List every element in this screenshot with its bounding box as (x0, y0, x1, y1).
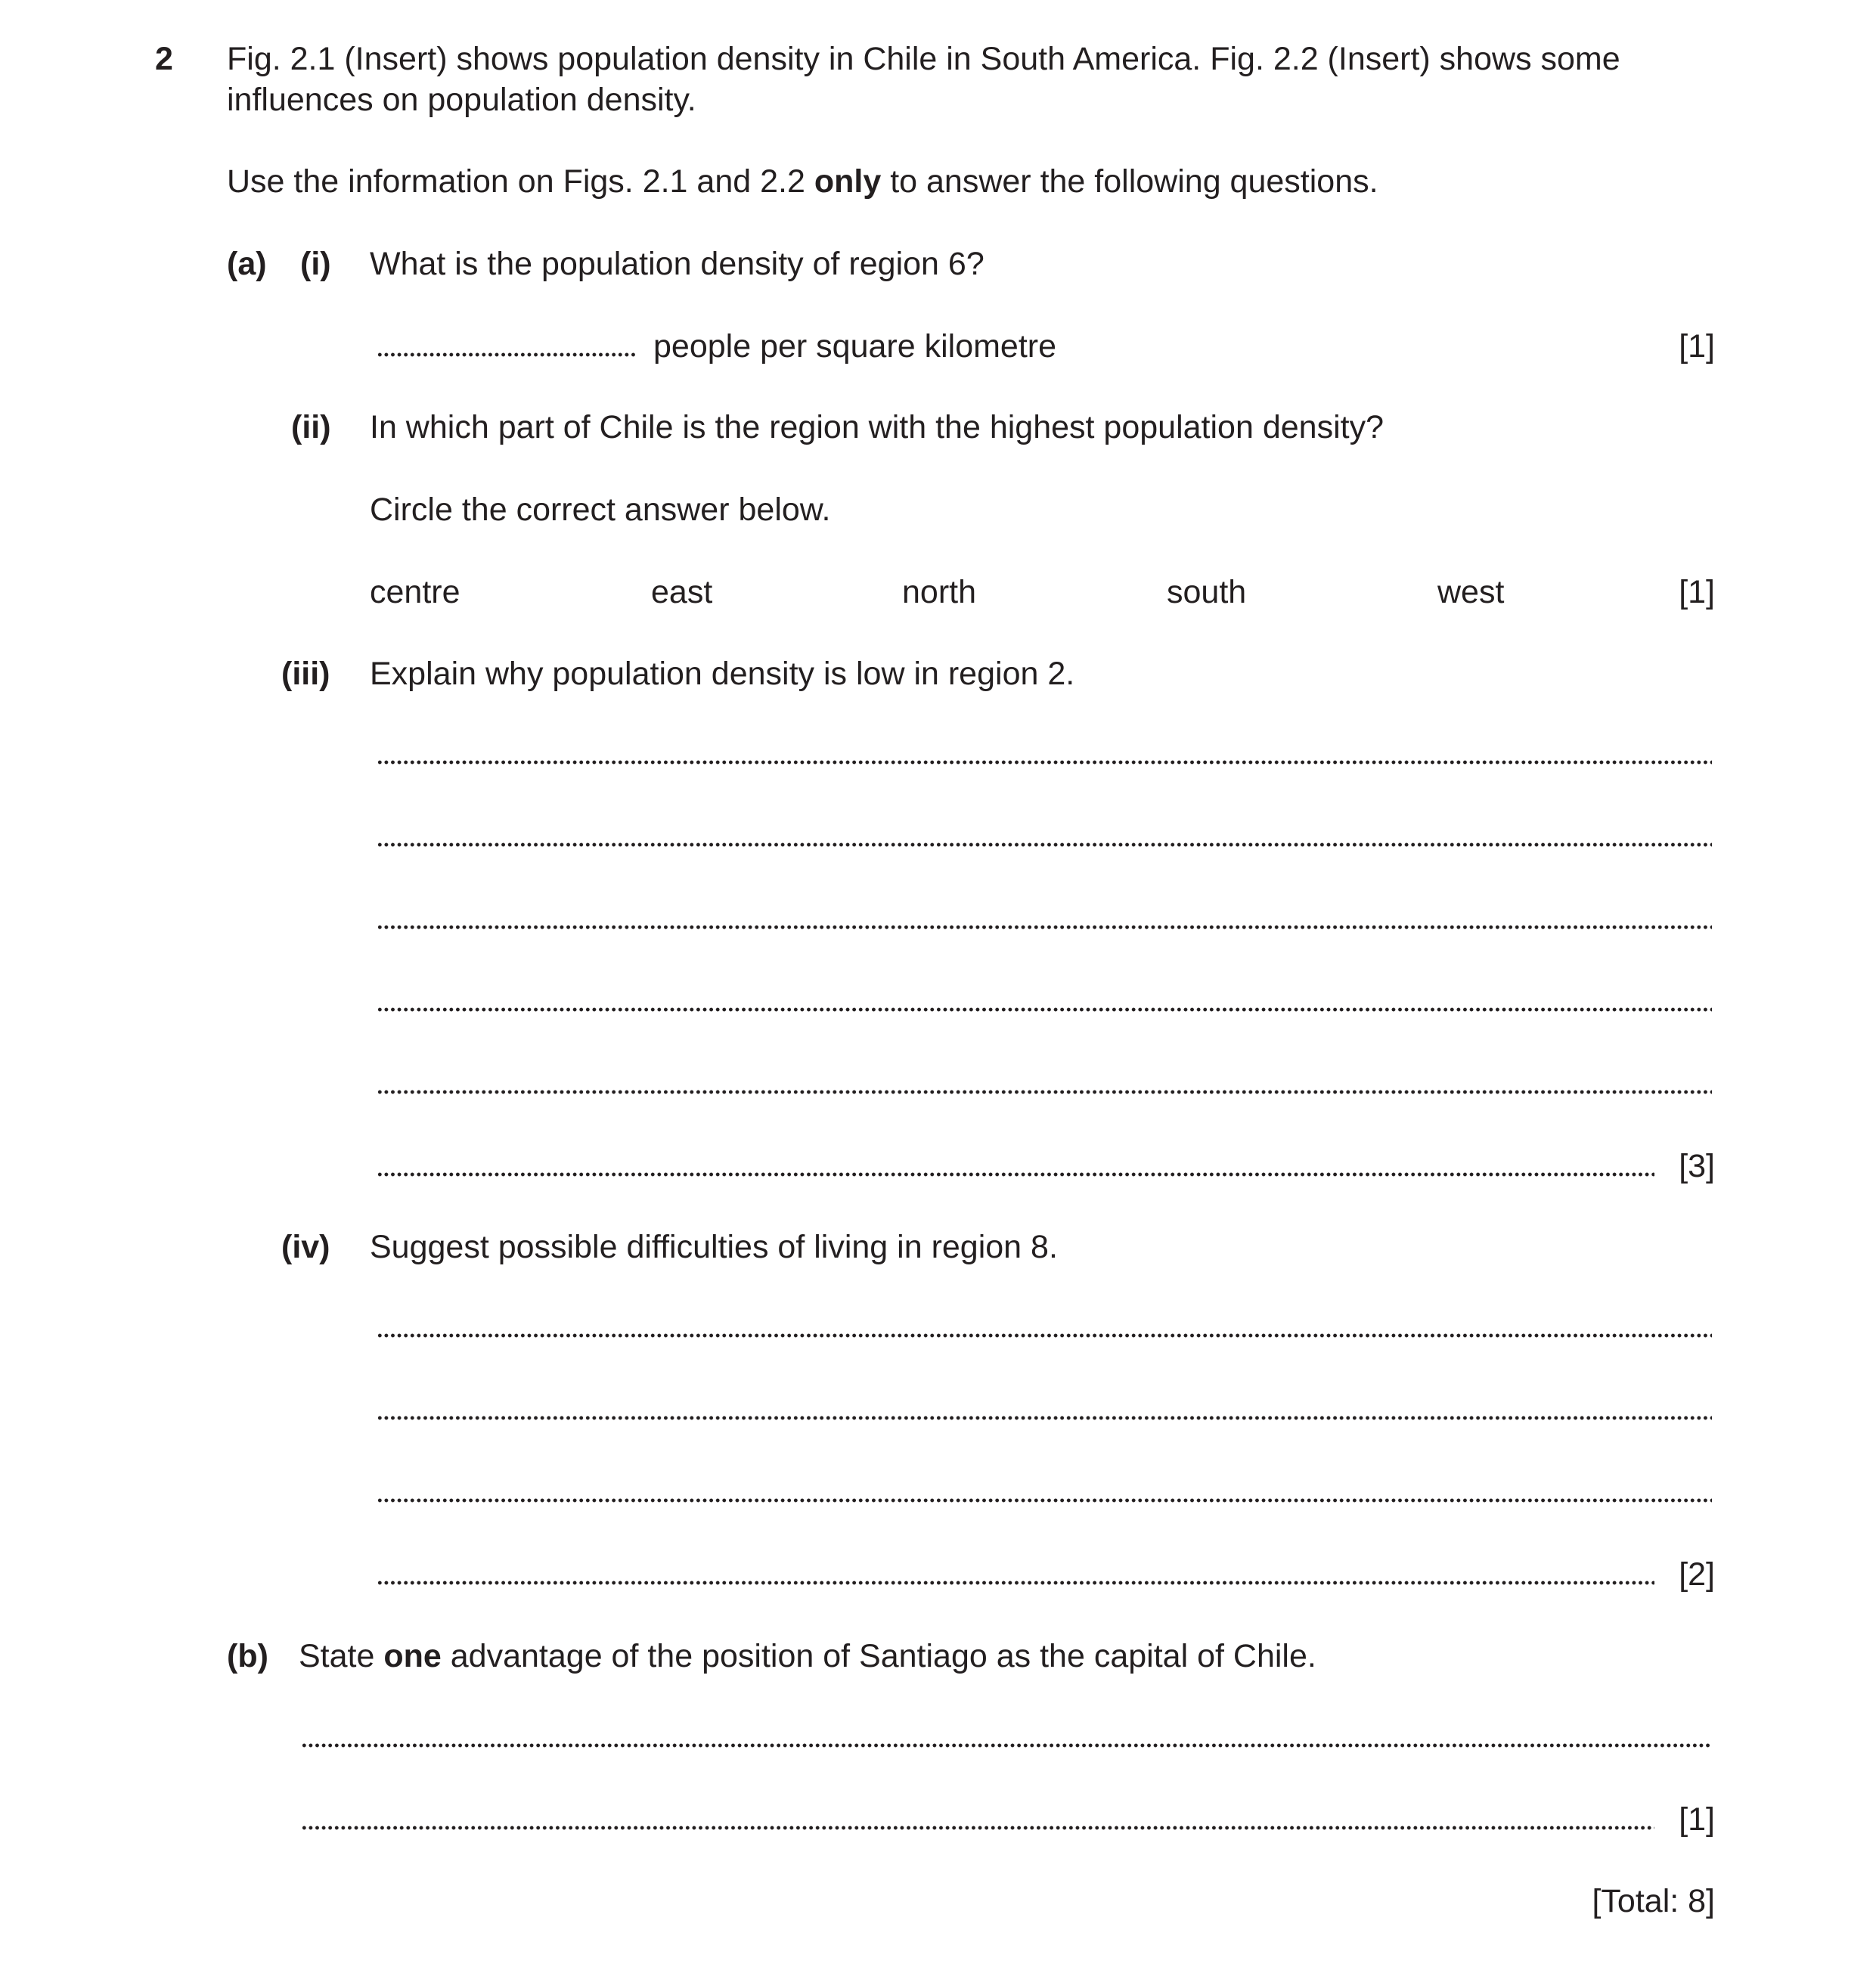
part-a-i-question: What is the population density of region 6? (370, 246, 985, 282)
option-north[interactable]: north (902, 574, 977, 610)
part-b-text-start: State (299, 1638, 384, 1674)
question-intro-line-1: Fig. 2.1 (Insert) shows population density in Chile in South America. Fig. 2.2 (Insert) shows some (227, 41, 1620, 77)
part-a-i-label: (i) (300, 246, 331, 282)
part-a-iv-mark: [2] (1679, 1556, 1715, 1593)
answer-line-a-iii-5[interactable] (377, 1089, 1712, 1095)
answer-line-a-iv-1[interactable] (377, 1332, 1712, 1339)
part-a-ii-mark: [1] (1679, 574, 1715, 610)
answer-line-a-iii-3[interactable] (377, 924, 1712, 930)
part-a-label: (a) (227, 246, 267, 282)
part-a-iii-label: (iii) (281, 656, 330, 692)
answer-line-b-2[interactable] (301, 1825, 1654, 1831)
answer-line-a-iv-2[interactable] (377, 1415, 1712, 1421)
answer-line-a-iii-1[interactable] (377, 759, 1712, 765)
part-a-iii-mark: [3] (1679, 1148, 1715, 1184)
answer-line-a-iii-6[interactable] (377, 1171, 1654, 1177)
part-b-emphasis: one (383, 1638, 442, 1674)
part-b-label: (b) (227, 1638, 268, 1674)
answer-line-a-i[interactable] (377, 352, 636, 358)
instruction-text-start: Use the information on Figs. 2.1 and 2.2 (227, 163, 814, 200)
part-a-iii-question: Explain why population density is low in region 2. (370, 656, 1075, 692)
total-marks: [Total: 8] (1592, 1883, 1715, 1919)
part-a-i-mark: [1] (1679, 328, 1715, 365)
question-instruction (227, 162, 1378, 201)
part-a-ii-label: (ii) (291, 409, 331, 445)
answer-line-a-iii-2[interactable] (377, 842, 1712, 848)
answer-line-a-iii-4[interactable] (377, 1007, 1712, 1013)
question-number: 2 (155, 41, 173, 77)
part-b-question (299, 1636, 1316, 1676)
answer-line-a-iv-4[interactable] (377, 1580, 1654, 1586)
part-a-iv-label: (iv) (281, 1229, 330, 1265)
instruction-emphasis: only (814, 163, 882, 200)
part-b-text-end: advantage of the position of Santiago as the capital of Chile. (441, 1638, 1316, 1674)
part-a-i-unit: people per square kilometre (653, 328, 1057, 365)
question-intro-line-2: influences on population density. (227, 82, 696, 118)
answer-line-b-1[interactable] (301, 1742, 1712, 1748)
part-b-mark: [1] (1679, 1801, 1715, 1838)
option-east[interactable]: east (651, 574, 713, 610)
instruction-text-end: to answer the following questions. (881, 163, 1378, 200)
part-a-ii-question: In which part of Chile is the region with the highest population density? (370, 409, 1384, 445)
option-south[interactable]: south (1167, 574, 1247, 610)
part-a-iv-question: Suggest possible difficulties of living in region 8. (370, 1229, 1058, 1265)
option-centre[interactable]: centre (370, 574, 460, 610)
part-a-ii-instruction: Circle the correct answer below. (370, 492, 831, 528)
option-west[interactable]: west (1437, 574, 1505, 610)
answer-line-a-iv-3[interactable] (377, 1497, 1712, 1503)
